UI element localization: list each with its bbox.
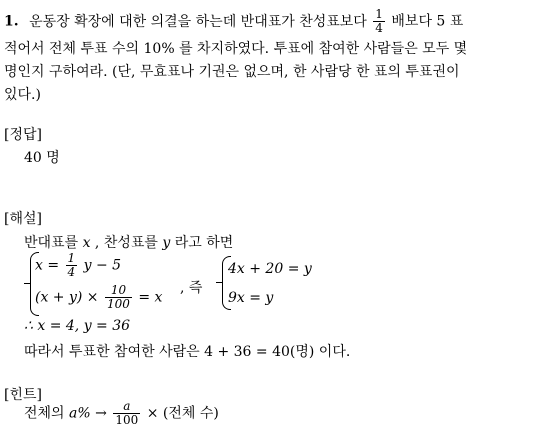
hint-header: [힌트] <box>4 387 42 403</box>
hint-numerator: a <box>123 399 131 413</box>
var-y: y <box>162 235 171 251</box>
solution-intro <box>24 232 233 252</box>
hint-text-c: × (전체 수) <box>146 405 219 422</box>
eq2-numerator: 10 <box>110 283 127 297</box>
problem-line-4: 있다.) <box>4 87 41 103</box>
eq2-right: = x <box>138 289 163 306</box>
conjunction: , 즉 <box>180 280 203 296</box>
conclusion-text-a: 따라서 투표한 참여한 사람은 <box>24 344 200 360</box>
eq1-denominator: 4 <box>67 265 76 279</box>
problem-text-1b: 배보다 5 표 <box>391 13 464 30</box>
conclusion-text-c: 이다. <box>318 344 351 360</box>
eq1-numerator: 1 <box>67 251 76 265</box>
fraction-numerator: 1 <box>375 7 383 21</box>
eq2-fraction <box>105 284 132 311</box>
var-x: x <box>82 235 91 251</box>
fraction-denominator: 4 <box>375 21 383 35</box>
hint-denominator: 100 <box>115 413 139 427</box>
equation-2 <box>35 284 162 311</box>
hint-fraction <box>113 400 140 427</box>
answer-value: 40 명 <box>24 150 60 166</box>
equation-1 <box>35 252 121 279</box>
therefore-line: ∴ x = 4, y = 36 <box>24 318 131 334</box>
hint-text <box>24 400 219 427</box>
eq1-right: y − 5 <box>83 257 122 274</box>
eq2-denominator: 100 <box>107 297 130 311</box>
intro-text-b: , 찬성표를 <box>94 235 158 251</box>
equation-4: 9x = y <box>228 290 274 306</box>
problem-number: 1. <box>4 13 19 30</box>
intro-text-a: 반대표를 <box>24 235 79 251</box>
intro-text-c: 라고 하면 <box>174 235 234 251</box>
problem-text-1a: 운동장 확장에 대한 의결을 하는데 반대표가 찬성표보다 <box>29 13 367 30</box>
problem-line-2: 적어서 전체 투표 수의 10% 를 차지하였다. 투표에 참여한 사람들은 모두 몇 <box>4 41 468 57</box>
eq1-left: x = <box>35 257 60 274</box>
conclusion-expression: 4 + 36 = 40(명) <box>204 344 315 360</box>
solution-header: [해설] <box>4 211 42 227</box>
eq2-left: (x + y) × <box>35 289 99 306</box>
problem-fraction <box>373 8 385 35</box>
conclusion <box>24 341 350 361</box>
equation-3: 4x + 20 = y <box>228 261 312 277</box>
problem-line-3: 명인지 구하여라. (단, 무효표나 기권은 없으며, 한 사람당 한 표의 투표권이 <box>4 64 460 80</box>
hint-text-a: 전체의 <box>24 405 65 422</box>
answer-header: [정답] <box>4 127 42 143</box>
problem-line-1 <box>4 8 463 35</box>
eq1-fraction <box>66 252 78 279</box>
hint-percent: a% → <box>69 405 107 422</box>
